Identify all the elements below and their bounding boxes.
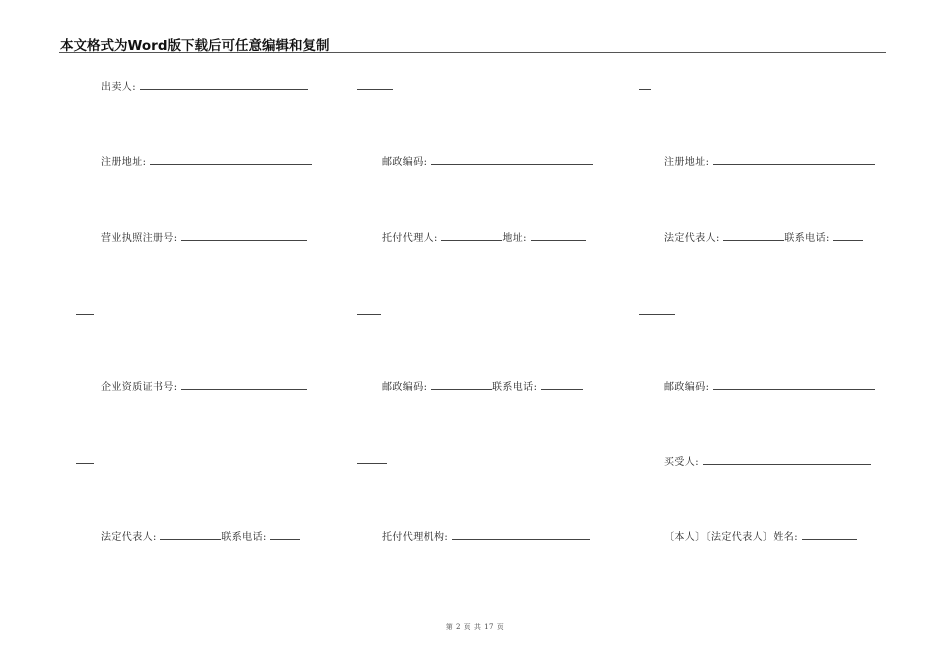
postal-code-label: 邮政编码: bbox=[382, 157, 428, 168]
buyer-registered-address-blank[interactable] bbox=[713, 155, 875, 165]
agent-blank[interactable] bbox=[441, 231, 502, 241]
buyer-field bbox=[664, 455, 871, 469]
qualification-cert-field bbox=[101, 380, 307, 394]
page-footer: 第 2 页 共 17 页 bbox=[445, 623, 505, 631]
seller-legal-rep-field bbox=[101, 530, 300, 544]
page-header bbox=[59, 34, 886, 53]
person-name-label: 〔本人〕〔法定代表人〕姓名: bbox=[664, 532, 798, 543]
buyer-legal-rep-label: 法定代表人: bbox=[664, 233, 720, 244]
buyer-blank[interactable] bbox=[703, 455, 871, 465]
agent-field bbox=[382, 231, 586, 245]
agent-label: 托付代理人: bbox=[382, 233, 438, 244]
buyer-phone-blank[interactable] bbox=[833, 231, 863, 241]
business-license-field bbox=[101, 231, 307, 245]
buyer-registered-address-label: 注册地址: bbox=[664, 157, 710, 168]
agent-phone-label: 联系电话: bbox=[491, 382, 538, 393]
buyer-postal-code-label: 邮政编码: bbox=[664, 382, 710, 393]
postal-code-field bbox=[382, 155, 593, 169]
buyer-registered-address-field bbox=[664, 155, 875, 169]
person-name-blank[interactable] bbox=[802, 530, 857, 540]
continuation-blank[interactable] bbox=[357, 314, 381, 315]
continuation-blank[interactable] bbox=[639, 89, 651, 90]
continuation-blank[interactable] bbox=[76, 314, 94, 315]
buyer-legal-rep-blank[interactable] bbox=[723, 231, 784, 241]
business-license-label: 营业执照注册号: bbox=[101, 233, 178, 244]
seller-field bbox=[101, 80, 308, 94]
seller-blank[interactable] bbox=[140, 80, 308, 90]
buyer-phone-label: 联系电话: bbox=[784, 233, 830, 244]
address-label: 地址: bbox=[502, 233, 527, 244]
agency-field bbox=[382, 530, 590, 544]
agency-label: 托付代理机构: bbox=[382, 532, 449, 543]
agent-postal-phone-field bbox=[382, 380, 583, 394]
registered-address-blank[interactable] bbox=[150, 155, 312, 165]
continuation-blank[interactable] bbox=[639, 314, 675, 315]
person-name-field bbox=[664, 530, 857, 544]
buyer-legal-rep-field bbox=[664, 231, 863, 245]
address-blank[interactable] bbox=[531, 231, 586, 241]
continuation-blank[interactable] bbox=[357, 463, 387, 464]
seller-label: 出卖人: bbox=[101, 82, 136, 93]
buyer-label: 买受人: bbox=[664, 457, 699, 468]
seller-legal-rep-label: 法定代表人: bbox=[101, 532, 157, 543]
agency-blank[interactable] bbox=[452, 530, 590, 540]
seller-legal-rep-blank[interactable] bbox=[160, 530, 221, 540]
agent-postal-blank[interactable] bbox=[431, 380, 492, 390]
agent-phone-blank[interactable] bbox=[541, 380, 583, 390]
agent-postal-label: 邮政编码: bbox=[382, 382, 428, 393]
registered-address-label: 注册地址: bbox=[101, 157, 147, 168]
seller-phone-label: 联系电话: bbox=[221, 532, 267, 543]
buyer-postal-code-field bbox=[664, 380, 875, 394]
postal-code-blank[interactable] bbox=[431, 155, 593, 165]
registered-address-field bbox=[101, 155, 312, 169]
header-title: 本文格式为Word版下载后可任意编辑和复制 bbox=[60, 38, 330, 54]
qualification-cert-blank[interactable] bbox=[181, 380, 307, 390]
seller-phone-blank[interactable] bbox=[270, 530, 300, 540]
continuation-blank[interactable] bbox=[76, 463, 94, 464]
continuation-blank[interactable] bbox=[357, 89, 393, 90]
business-license-blank[interactable] bbox=[181, 231, 307, 241]
qualification-cert-label: 企业资质证书号: bbox=[101, 382, 178, 393]
buyer-postal-code-blank[interactable] bbox=[713, 380, 875, 390]
